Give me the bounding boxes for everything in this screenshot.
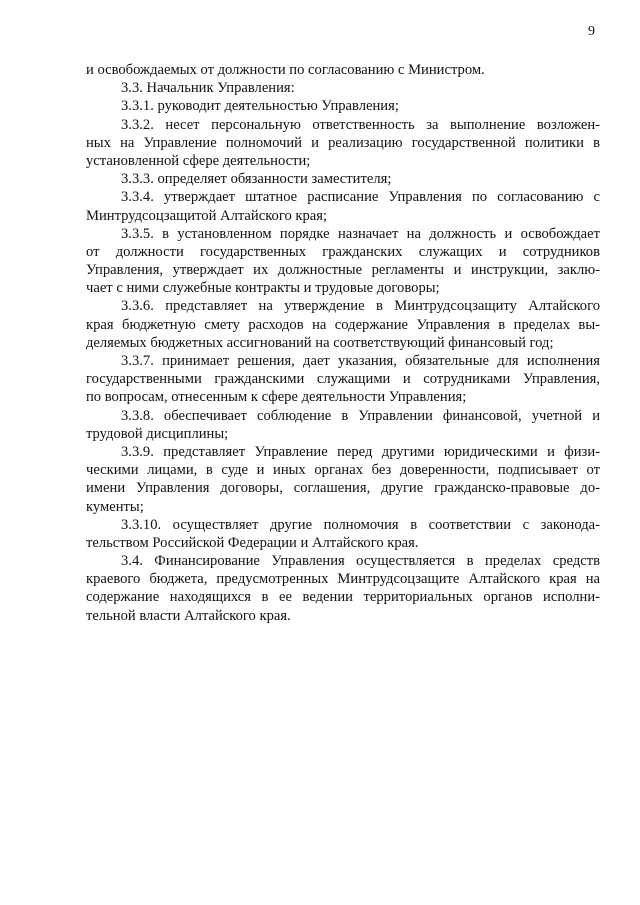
text-line: Минтрудсоцзащитой Алтайского края; — [86, 207, 328, 224]
text-line: тельством Российской Федерации и Алтайского края. — [86, 534, 419, 551]
text-line: кументы; — [86, 498, 144, 515]
text-line: Управления, утверждает их должностные регламенты и инструкции, заклю- — [86, 262, 600, 279]
text-line: 3.3. Начальник Управления: — [121, 80, 295, 97]
paragraph-3-3-3 — [86, 170, 600, 188]
text-line: деляемых бюджетных ассигнований на соответствующий финансовый год; — [86, 334, 554, 351]
text-line: края бюджетную смету расходов на содержание Управления в пределах вы- — [86, 316, 600, 333]
paragraph-3-3-4 — [86, 188, 600, 224]
text-line: 3.4. Финансирование Управления осуществляется в пределах средств — [121, 553, 600, 570]
text-line: 3.3.5. в установленном порядке назначает на должность и освобождает — [121, 225, 600, 242]
text-line: государственными гражданскими служащими и сотрудниками Управления, — [86, 371, 600, 388]
text-line: 3.3.6. представляет на утверждение в Минтрудсоцзащиту Алтайского — [121, 298, 600, 315]
paragraph-3-4 — [86, 552, 600, 625]
text-line: 3.3.7. принимает решения, дает указания, обязательные для исполнения — [121, 353, 600, 369]
paragraph-3-3-1 — [86, 97, 600, 115]
paragraph-3-3-6 — [86, 297, 600, 352]
paragraph-3-3 — [86, 79, 600, 97]
document-body — [86, 61, 600, 625]
text-line: установленной сфере деятельности; — [86, 152, 311, 169]
paragraph-3-3-10 — [86, 516, 600, 552]
text-line: 3.3.8. обеспечивает соблюдение в Управлении финансовой, учетной и — [121, 407, 600, 424]
text-line: ных на Управление полномочий и реализацию государственной политики в — [86, 134, 600, 151]
text-line: имени Управления договоры, соглашения, другие гражданско-правовые до- — [86, 480, 600, 497]
text-line: содержание находящихся в ее ведении территориальных органов исполни- — [86, 589, 600, 606]
text-line: ческими лицами, в суде и иных органах без доверенности, подписывает от — [86, 462, 600, 479]
text-line: 3.3.3. определяет обязанности заместителя; — [121, 171, 392, 188]
text-line: 3.3.1. руководит деятельностью Управления; — [121, 98, 399, 115]
text-line: трудовой дисциплины; — [86, 425, 229, 442]
text-line: и освобождаемых от должности по согласованию с Министром. — [86, 62, 485, 78]
paragraph-3-3-9 — [86, 443, 600, 516]
text-line: 3.3.4. утверждает штатное расписание Управления по согласованию с — [121, 189, 600, 206]
text-line: краевого бюджета, предусмотренных Минтрудсоцзащите Алтайского края на — [86, 571, 600, 588]
paragraph-3-3-8 — [86, 407, 600, 443]
text-line: тельной власти Алтайского края. — [86, 607, 291, 624]
text-line: по вопросам, отнесенным к сфере деятельности Управления; — [86, 389, 467, 406]
paragraph-intro — [86, 61, 600, 79]
text-line: от должности государственных гражданских служащих и сотрудников — [86, 243, 600, 260]
text-line: 3.3.10. осуществляет другие полномочия в соответствии с законода- — [121, 516, 600, 533]
text-line: 3.3.2. несет персональную ответственность за выполнение возложен- — [121, 116, 600, 133]
paragraph-3-3-7 — [86, 352, 600, 407]
page-number: 9 — [588, 24, 595, 39]
text-line: 3.3.9. представляет Управление перед другими юридическими и физи- — [121, 443, 600, 460]
text-line: чает с ними служебные контракты и трудовые договоры; — [86, 280, 440, 297]
paragraph-3-3-2 — [86, 116, 600, 171]
paragraph-3-3-5 — [86, 225, 600, 298]
